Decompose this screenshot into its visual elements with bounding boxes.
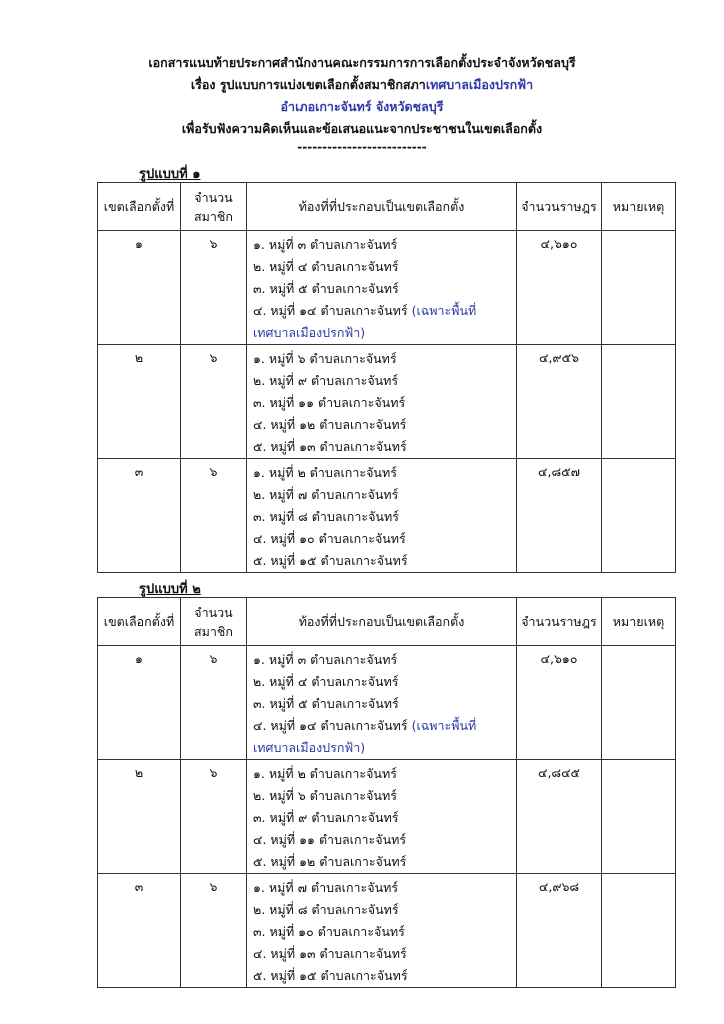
list-item: ๒. หมู่ที่ ๙ ตำบลเกาะจันทร์	[253, 373, 399, 388]
area-note: (เฉพาะพื้นที่เทศบาลเมืองปรกฟ้า)	[253, 303, 477, 340]
list-item: ๒. หมู่ที่ ๗ ตำบลเกาะจันทร์	[253, 487, 399, 502]
area-list	[247, 459, 517, 573]
remark-cell	[602, 874, 676, 988]
list-item: ๑. หมู่ที่ ๖ ตำบลเกาะจันทร์	[253, 351, 397, 366]
format-2-table	[97, 597, 676, 988]
list-item: ๓. หมู่ที่ ๕ ตำบลเกาะจันทร์	[253, 281, 399, 296]
column-header-members: จำนวนสมาชิก	[181, 183, 247, 231]
population-count: ๔,๙๕๖	[517, 345, 602, 459]
column-header-district: เขตเลือกตั้งที่	[98, 183, 181, 231]
list-item	[253, 715, 512, 759]
population-count: ๔,๘๔๕	[517, 760, 602, 874]
list-item	[253, 300, 512, 344]
list-item: ๑. หมู่ที่ ๗ ตำบลเกาะจันทร์	[253, 880, 399, 895]
format-2-title: รูปแบบที่ ๒	[139, 582, 201, 597]
table-row	[98, 646, 676, 760]
member-count: ๖	[181, 345, 247, 459]
list-item: ๓. หมู่ที่ ๑๑ ตำบลเกาะจันทร์	[253, 395, 406, 410]
population-count: ๔,๖๑๐	[517, 646, 602, 760]
table-row	[98, 874, 676, 988]
column-header-population: จำนวนราษฎร	[517, 183, 602, 231]
list-item: ๕. หมู่ที่ ๑๓ ตำบลเกาะจันทร์	[253, 439, 407, 454]
list-item-text: ๔. หมู่ที่ ๑๔ ตำบลเกาะจันทร์	[253, 303, 412, 318]
document-header	[0, 52, 724, 158]
list-item: ๒. หมู่ที่ ๘ ตำบลเกาะจันทร์	[253, 902, 399, 917]
list-item: ๒. หมู่ที่ ๔ ตำบลเกาะจันทร์	[253, 259, 399, 274]
area-list	[247, 874, 517, 988]
header-line-3: อำเภอเกาะจันทร์ จังหวัดชลบุรี	[280, 99, 444, 114]
area-note: (เฉพาะพื้นที่เทศบาลเมืองปรกฟ้า)	[253, 718, 477, 755]
header-line-2	[0, 74, 724, 96]
list-item: ๓. หมู่ที่ ๕ ตำบลเกาะจันทร์	[253, 696, 399, 711]
list-item: ๔. หมู่ที่ ๑๐ ตำบลเกาะจันทร์	[253, 531, 406, 546]
column-header-remark: หมายเหตุ	[602, 598, 676, 646]
population-count: ๔,๖๑๐	[517, 231, 602, 345]
list-item: ๓. หมู่ที่ ๑๐ ตำบลเกาะจันทร์	[253, 924, 405, 939]
district-number: ๒	[98, 760, 181, 874]
list-item: ๑. หมู่ที่ ๓ ตำบลเกาะจันทร์	[253, 652, 398, 667]
table-row	[98, 345, 676, 459]
list-item: ๓. หมู่ที่ ๘ ตำบลเกาะจันทร์	[253, 509, 399, 524]
list-item: ๕. หมู่ที่ ๑๒ ตำบลเกาะจันทร์	[253, 854, 407, 869]
column-header-members: จำนวนสมาชิก	[181, 598, 247, 646]
area-list	[247, 760, 517, 874]
header-line-1: เอกสารแนบท้ายประกาศสำนักงานคณะกรรมการการเลือกตั้งประจำจังหวัดชลบุรี	[148, 55, 576, 70]
table-header-row	[98, 598, 676, 646]
list-item: ๒. หมู่ที่ ๔ ตำบลเกาะจันทร์	[253, 674, 399, 689]
district-number: ๓	[98, 874, 181, 988]
population-count: ๔,๘๕๗	[517, 459, 602, 573]
member-count: ๖	[181, 874, 247, 988]
header-line-2-prefix: เรื่อง รูปแบบการแบ่งเขตเลือกตั้งสมาชิกสภา	[190, 77, 426, 92]
area-list	[247, 646, 517, 760]
list-item: ๔. หมู่ที่ ๑๓ ตำบลเกาะจันทร์	[253, 946, 407, 961]
list-item: ๔. หมู่ที่ ๑๒ ตำบลเกาะจันทร์	[253, 417, 407, 432]
remark-cell	[602, 345, 676, 459]
table-row	[98, 760, 676, 874]
header-line-4: เพื่อรับฟังความคิดเห็นและข้อเสนอแนะจากประชาชนในเขตเลือกตั้ง	[181, 121, 543, 136]
format-1-title: รูปแบบที่ ๑	[139, 167, 201, 182]
table-row	[98, 231, 676, 345]
remark-cell	[602, 646, 676, 760]
remark-cell	[602, 760, 676, 874]
district-number: ๒	[98, 345, 181, 459]
member-count: ๖	[181, 231, 247, 345]
list-item: ๑. หมู่ที่ ๓ ตำบลเกาะจันทร์	[253, 237, 398, 252]
list-item: ๕. หมู่ที่ ๑๕ ตำบลเกาะจันทร์	[253, 968, 408, 983]
table-header-row	[98, 183, 676, 231]
format-1-table	[97, 182, 676, 573]
member-count: ๖	[181, 459, 247, 573]
district-number: ๓	[98, 459, 181, 573]
population-count: ๔,๙๖๘	[517, 874, 602, 988]
list-item: ๑. หมู่ที่ ๒ ตำบลเกาะจันทร์	[253, 766, 397, 781]
column-header-remark: หมายเหตุ	[602, 183, 676, 231]
column-header-area: ท้องที่ที่ประกอบเป็นเขตเลือกตั้ง	[247, 598, 517, 646]
list-item: ๓. หมู่ที่ ๙ ตำบลเกาะจันทร์	[253, 810, 399, 825]
list-item: ๔. หมู่ที่ ๑๑ ตำบลเกาะจันทร์	[253, 832, 407, 847]
list-item: ๒. หมู่ที่ ๖ ตำบลเกาะจันทร์	[253, 788, 397, 803]
area-list	[247, 231, 517, 345]
member-count: ๖	[181, 646, 247, 760]
column-header-area: ท้องที่ที่ประกอบเป็นเขตเลือกตั้ง	[247, 183, 517, 231]
district-number: ๑	[98, 231, 181, 345]
member-count: ๖	[181, 760, 247, 874]
remark-cell	[602, 231, 676, 345]
header-separator: --------------------------	[297, 140, 427, 154]
column-header-population: จำนวนราษฎร	[517, 598, 602, 646]
district-number: ๑	[98, 646, 181, 760]
municipality-name: เทศบาลเมืองปรกฟ้า	[425, 77, 534, 92]
list-item-text: ๔. หมู่ที่ ๑๔ ตำบลเกาะจันทร์	[253, 718, 412, 733]
column-header-district: เขตเลือกตั้งที่	[98, 598, 181, 646]
list-item: ๕. หมู่ที่ ๑๕ ตำบลเกาะจันทร์	[253, 553, 408, 568]
area-list	[247, 345, 517, 459]
list-item: ๑. หมู่ที่ ๒ ตำบลเกาะจันทร์	[253, 465, 397, 480]
remark-cell	[602, 459, 676, 573]
table-row	[98, 459, 676, 573]
